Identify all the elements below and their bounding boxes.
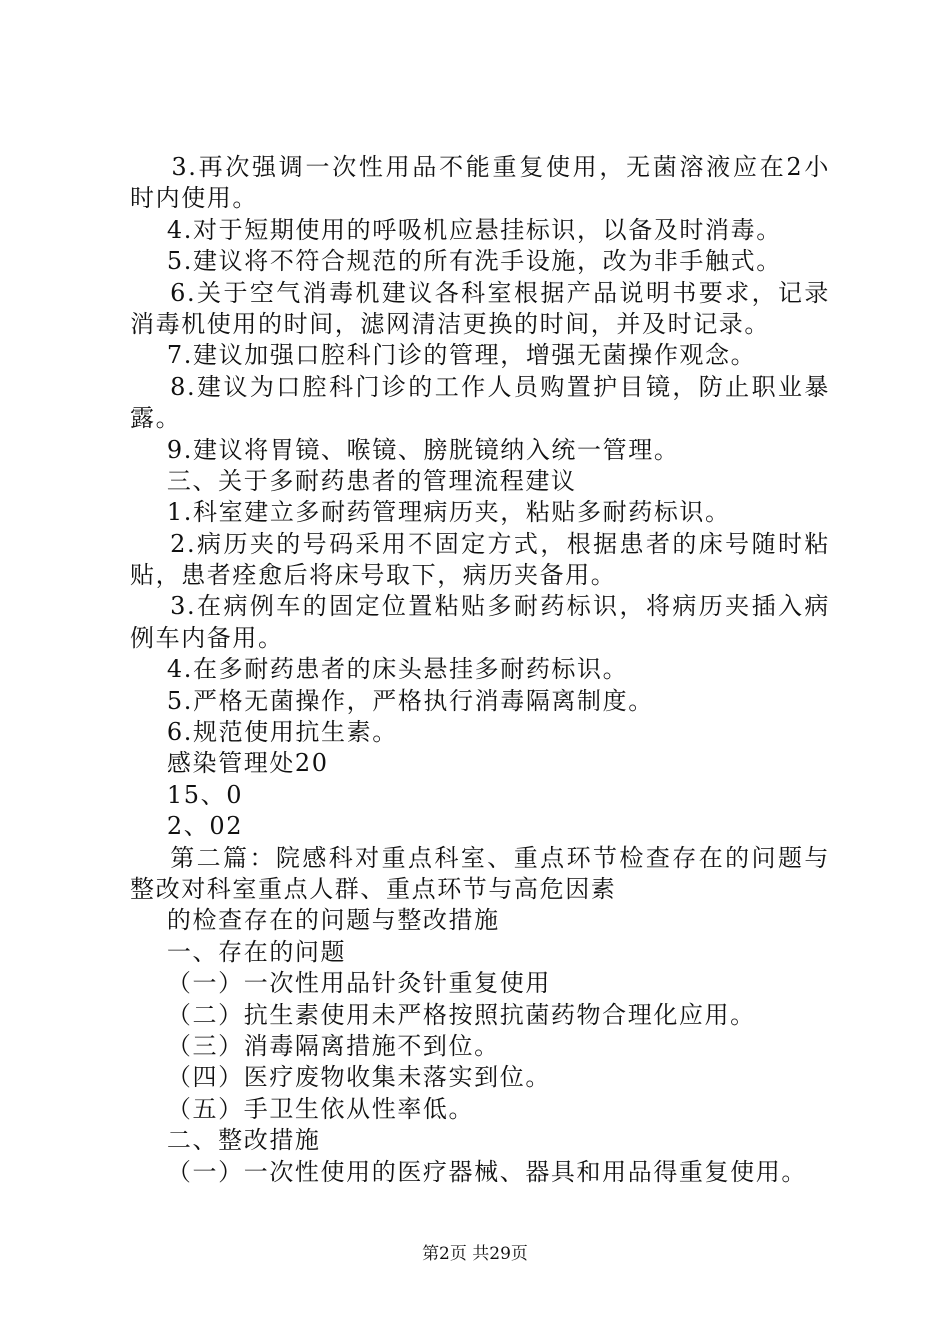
text-line: 整改对科室重点人群、重点环节与高危因素 [130,874,617,903]
text-line: （二）抗生素使用未严格按照抗菌药物合理化应用。 [130,1000,756,1029]
text-line: （三）消毒隔离措施不到位。 [130,1031,500,1060]
text-line: 5.建议将不符合规范的所有洗手设施，改为非手触式。 [130,247,782,276]
text-line: （一）一次性用品针灸针重复使用 [130,969,551,998]
text-line: 2、02 [130,812,244,841]
text-line: （五）手卫生依从性率低。 [130,1094,475,1123]
text-line: 贴，患者痊愈后将床号取下，病历夹备用。 [130,561,617,590]
text-line: 感染管理处20 [130,749,329,778]
text-line: 时内使用。 [130,184,258,213]
text-line: 8.建议为口腔科门诊的工作人员购置护目镜，防止职业暴 [130,372,830,401]
text-line: 露。 [130,404,182,433]
text-line: 4.对于短期使用的呼吸机应悬挂标识，以备及时消毒。 [130,215,782,244]
text-line: 第二篇：院感科对重点科室、重点环节检查存在的问题与 [130,843,830,872]
text-line: （一）一次性使用的医疗器械、器具和用品得重复使用。 [130,1157,807,1186]
text-line: 5.严格无菌操作，严格执行消毒隔离制度。 [130,686,654,715]
text-line: 3.再次强调一次性用品不能重复使用，无菌溶液应在2小 [130,153,830,181]
text-line: 7.建议加强口腔科门诊的管理，增强无菌操作观念。 [130,341,757,370]
text-line: 例车内备用。 [130,623,284,652]
text-line: 二、整改措施 [130,1126,321,1155]
text-line: 2.病历夹的号码采用不固定方式，根据患者的床号随时粘 [130,529,830,558]
page-footer: 第2页 共29页 [422,1244,528,1264]
text-line: 4.在多耐药患者的床头悬挂多耐药标识。 [130,655,629,684]
document-body [130,152,830,1188]
text-line: 一、存在的问题 [130,937,347,966]
text-line: 消毒机使用的时间，滤网清洁更换的时间，并及时记录。 [130,309,770,338]
text-line: 的检查存在的问题与整改措施 [130,906,500,935]
text-line: 15、0 [130,780,244,809]
text-line: 6.关于空气消毒机建议各科室根据产品说明书要求，记录 [130,278,830,307]
text-line: 三、关于多耐药患者的管理流程建议 [130,466,577,495]
text-line: 1.科室建立多耐药管理病历夹，粘贴多耐药标识。 [130,498,731,527]
text-line: 3.在病例车的固定位置粘贴多耐药标识，将病历夹插入病 [130,592,830,621]
text-line: 6.规范使用抗生素。 [130,718,398,747]
text-line: （四）医疗废物收集未落实到位。 [130,1063,551,1092]
text-line: 9.建议将胃镜、喉镜、膀胱镜纳入统一管理。 [130,435,680,464]
